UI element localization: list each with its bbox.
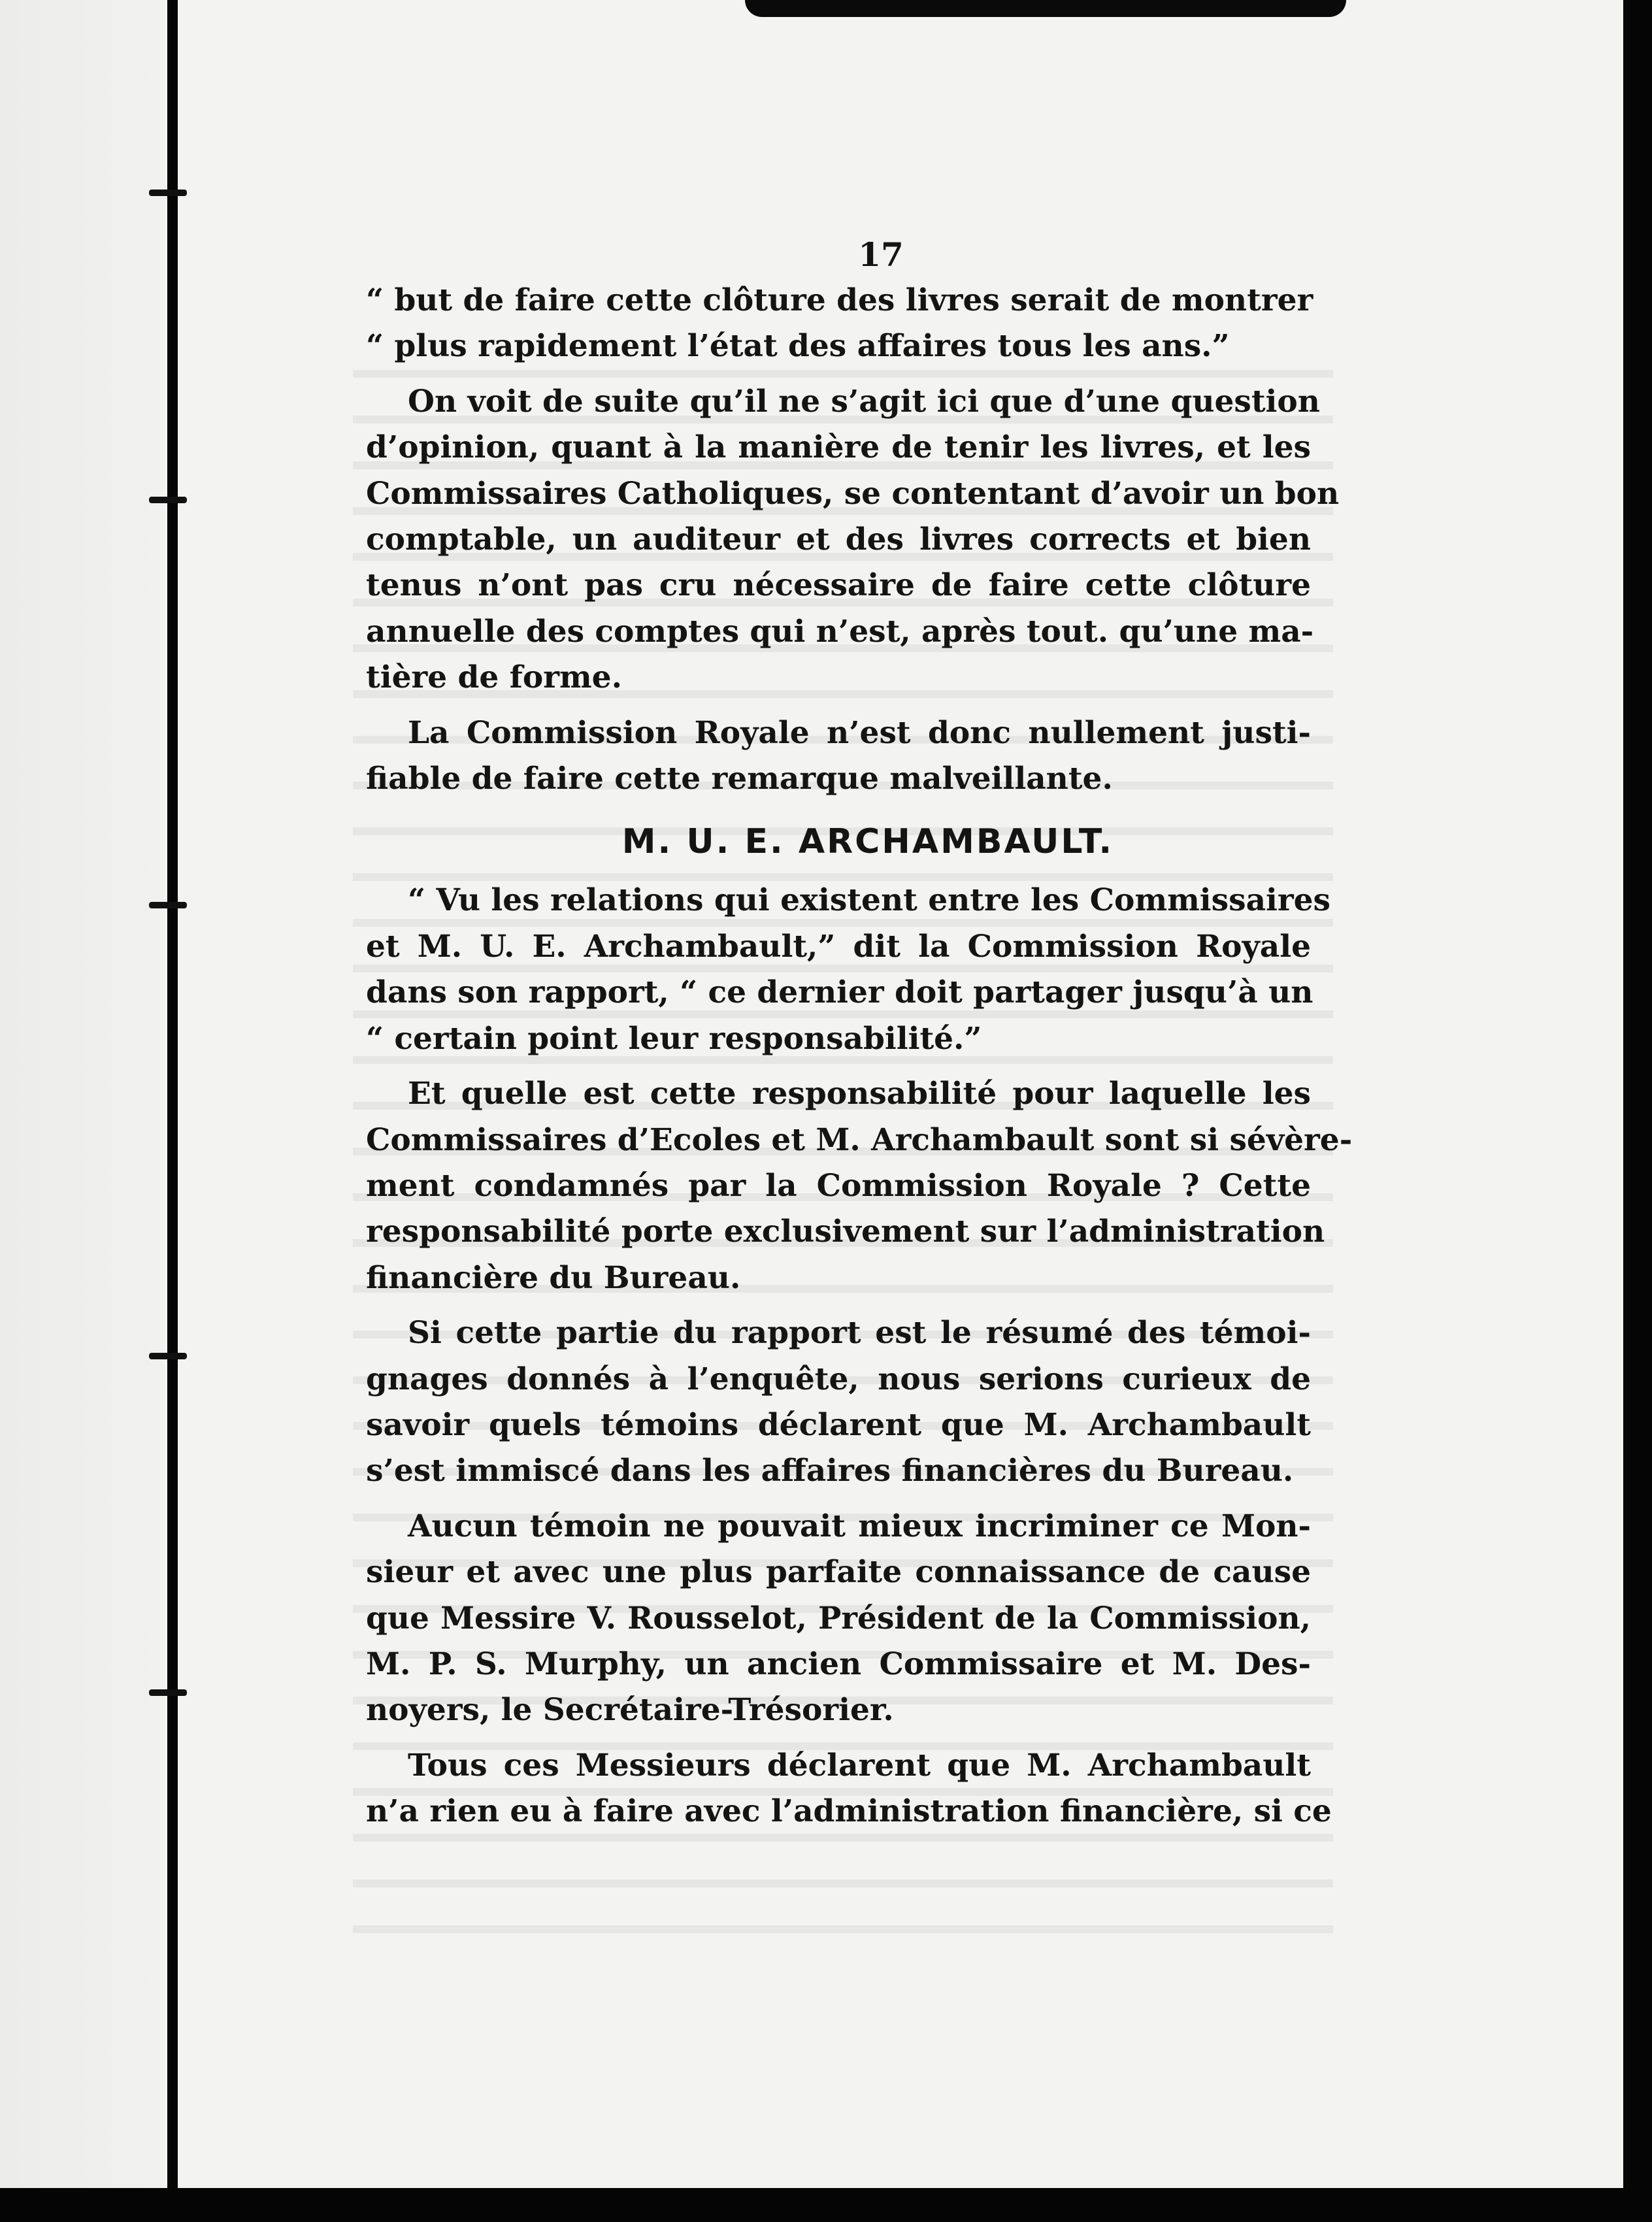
text-line: s’est immiscé dans les affaires financières du Bureau. bbox=[366, 1453, 1294, 1489]
text-line: Et quelle est cette responsabilité pour laquelle les bbox=[408, 1076, 1311, 1112]
text-line: dans son rapport, “ ce dernier doit partager jusqu’à un bbox=[366, 974, 1313, 1011]
text-line: tière de forme. bbox=[366, 659, 622, 696]
text-line: tenus n’ont pas cru nécessaire de faire cette clôture bbox=[366, 567, 1311, 604]
text-line: ment condamnés par la Commission Royale ? Cette bbox=[366, 1167, 1311, 1204]
binding-stitch bbox=[149, 902, 187, 908]
text-line: comptable, un auditeur et des livres corrects et bien bbox=[366, 522, 1311, 558]
scan-border-right bbox=[1623, 0, 1652, 2222]
paragraph bbox=[366, 1743, 1332, 1835]
binding-margin bbox=[0, 0, 163, 2222]
text-line: gnages donnés à l’enquête, nous serions curieux de bbox=[366, 1361, 1311, 1397]
paragraph bbox=[366, 1310, 1311, 1495]
text-line: Tous ces Messieurs déclarent que M. Archambault bbox=[408, 1747, 1311, 1783]
text-line: M. P. S. Murphy, un ancien Commissaire et M. Des- bbox=[366, 1646, 1311, 1682]
text-line: La Commission Royale n’est donc nullement justi- bbox=[408, 714, 1311, 751]
text-line: fiable de faire cette remarque malveillante. bbox=[366, 761, 1113, 797]
text-line: Aucun témoin ne pouvait mieux incriminer ce Mon- bbox=[408, 1508, 1311, 1544]
paragraph bbox=[366, 379, 1340, 701]
section-heading: M. U. E. ARCHAMBAULT. bbox=[621, 822, 1114, 862]
binding-stitch bbox=[149, 1353, 187, 1359]
text-line: financière du Bureau. bbox=[366, 1259, 741, 1296]
text-line: responsabilité porte exclusivement sur l’administration bbox=[366, 1214, 1325, 1250]
text-line: que Messire V. Rousselot, Président de la Commission, bbox=[366, 1600, 1311, 1636]
text-line: Commissaires d’Ecoles et M. Archambault sont si sévère- bbox=[366, 1121, 1353, 1158]
text-line: “ Vu les relations qui existent entre les Commissaires bbox=[408, 882, 1331, 919]
paragraph bbox=[366, 278, 1311, 370]
binding-stitch bbox=[149, 1689, 187, 1696]
paragraph bbox=[366, 1504, 1311, 1734]
paragraph bbox=[366, 1071, 1353, 1301]
text-line: d’opinion, quant à la manière de tenir les livres, et les bbox=[366, 429, 1311, 466]
text-line: sieur et avec une plus parfaite connaissance de cause bbox=[366, 1554, 1311, 1591]
binding-stitch bbox=[149, 190, 187, 196]
paragraph bbox=[366, 710, 1311, 803]
scan-border-bottom bbox=[0, 2188, 1652, 2222]
page-body bbox=[366, 232, 1353, 1835]
text-line: “ certain point leur responsabilité.” bbox=[366, 1020, 982, 1057]
text-line: noyers, le Secrétaire-Trésorier. bbox=[366, 1692, 894, 1729]
text-line: On voit de suite qu’il ne s’agit ici que d’une question bbox=[408, 383, 1320, 420]
paragraph bbox=[366, 878, 1331, 1062]
text-line: “ but de faire cette clôture des livres serait de montrer bbox=[366, 282, 1313, 318]
text-line: et M. U. E. Archambault,” dit la Commission Royale bbox=[366, 928, 1311, 965]
binding-spine-line bbox=[167, 0, 178, 2222]
text-line: n’a rien eu à faire avec l’administration financière, si ce bbox=[366, 1793, 1332, 1830]
text-line: Si cette partie du rapport est le résumé des témoi- bbox=[408, 1315, 1311, 1351]
text-line: “ plus rapidement l’état des affaires tous les ans.” bbox=[366, 328, 1230, 365]
binding-stitch bbox=[149, 497, 187, 503]
text-line: savoir quels témoins déclarent que M. Archambault bbox=[366, 1406, 1311, 1443]
scan-shadow-top bbox=[745, 0, 1346, 17]
text-line: Commissaires Catholiques, se contentant d’avoir un bon bbox=[366, 475, 1340, 512]
page-number: 17 bbox=[858, 235, 904, 274]
text-line: annuelle des comptes qui n’est, après tout. qu’une ma- bbox=[366, 613, 1314, 650]
